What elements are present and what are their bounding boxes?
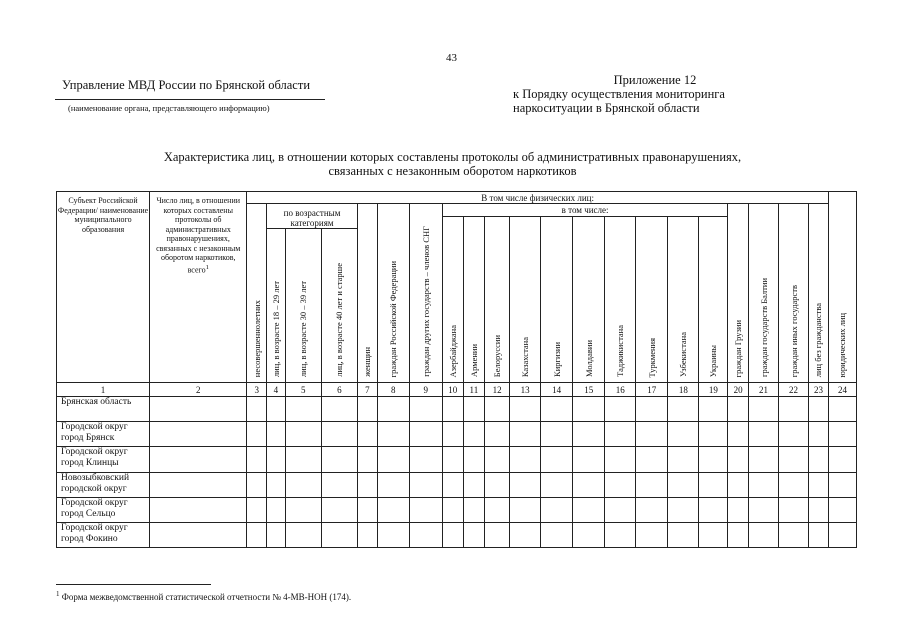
title-line-1: Характеристика лиц, в отношении которых составлены протоколы об административных правонарушениях, [163, 150, 742, 164]
value-cell [247, 422, 267, 447]
value-cell [150, 397, 247, 422]
header-c21-text: граждан государств Балтии [758, 278, 769, 378]
value-cell [442, 497, 463, 522]
header-c5 [285, 229, 321, 383]
value-cell [749, 497, 779, 522]
column-number: 18 [668, 383, 699, 397]
value-cell [728, 472, 749, 497]
value-cell [828, 422, 856, 447]
value-cell [409, 497, 442, 522]
value-cell [321, 497, 357, 522]
subject-cell: Городской округ город Сельцо [57, 497, 150, 522]
value-cell [510, 447, 541, 472]
column-number: 19 [699, 383, 728, 397]
value-cell [150, 447, 247, 472]
header-c22-text: граждан иных государств [788, 284, 799, 378]
value-cell [377, 472, 409, 497]
value-cell [247, 397, 267, 422]
value-cell [809, 447, 829, 472]
value-cell [828, 397, 856, 422]
value-cell [668, 522, 699, 547]
table-row [57, 522, 857, 547]
value-cell [668, 447, 699, 472]
value-cell [409, 447, 442, 472]
value-cell [485, 422, 510, 447]
value-cell [828, 522, 856, 547]
value-cell [377, 522, 409, 547]
value-cell [573, 422, 605, 447]
column-number: 11 [463, 383, 485, 397]
value-cell [267, 497, 286, 522]
organization-caption: (наименование органа, представляющего информацию) [68, 103, 270, 113]
value-cell [573, 497, 605, 522]
header-age-categories: по возрастным категориям [267, 204, 358, 229]
header-c20 [728, 204, 749, 383]
header-including: в том числе: [442, 204, 727, 217]
header-c16 [605, 217, 636, 383]
value-cell [442, 397, 463, 422]
value-cell [668, 422, 699, 447]
column-number: 12 [485, 383, 510, 397]
table-row [57, 472, 857, 497]
value-cell [779, 397, 809, 422]
column-number: 20 [728, 383, 749, 397]
value-cell [573, 397, 605, 422]
value-cell [573, 522, 605, 547]
subject-cell: Городской округ город Брянск [57, 422, 150, 447]
table-row [57, 397, 857, 422]
column-number: 16 [605, 383, 636, 397]
value-cell [442, 447, 463, 472]
value-cell [809, 522, 829, 547]
header-physical-persons: В том числе физических лиц: [247, 192, 829, 204]
value-cell [485, 397, 510, 422]
value-cell [636, 447, 668, 472]
header-c17 [636, 217, 668, 383]
value-cell [541, 472, 573, 497]
value-cell [699, 472, 728, 497]
value-cell [636, 422, 668, 447]
header-c24-text: юридических лиц [837, 312, 848, 378]
table-row [57, 422, 857, 447]
value-cell [749, 447, 779, 472]
column-number: 3 [247, 383, 267, 397]
header-c23-text: лиц без гражданства [813, 302, 824, 378]
value-cell [358, 422, 378, 447]
column-number: 8 [377, 383, 409, 397]
value-cell [779, 497, 809, 522]
subject-cell: Городской округ город Клинцы [57, 447, 150, 472]
value-cell [541, 422, 573, 447]
value-cell [358, 397, 378, 422]
header-subject: Субъект Российской Федерации/ наименование муниципального образования [57, 192, 150, 383]
value-cell [285, 497, 321, 522]
header-total-text: Число лиц, в отношении которых составлены протоколы об административных правонарушениях, связанных с незаконным оборотом наркотиков, всего [156, 196, 241, 275]
table-row [57, 447, 857, 472]
subject-cell: Городской округ город Фокино [57, 522, 150, 547]
appendix-line-2: к Порядку осуществления мониторинга [513, 87, 725, 101]
value-cell [267, 447, 286, 472]
value-cell [828, 472, 856, 497]
value-cell [605, 447, 636, 472]
value-cell [358, 472, 378, 497]
header-c5-text: лиц, в возрасте 30 – 39 лет [298, 281, 309, 378]
header-c21 [749, 204, 779, 383]
value-cell [485, 447, 510, 472]
value-cell [150, 472, 247, 497]
header-c13-text: Казахстана [520, 336, 531, 378]
header-c13 [510, 217, 541, 383]
header-c12-text: Белоруссии [492, 334, 503, 378]
value-cell [285, 397, 321, 422]
column-number: 6 [321, 383, 357, 397]
value-cell [358, 497, 378, 522]
value-cell [285, 472, 321, 497]
value-cell [728, 447, 749, 472]
header-c3-text: несовершеннолетних [251, 299, 262, 378]
column-number: 17 [636, 383, 668, 397]
value-cell [247, 472, 267, 497]
value-cell [541, 447, 573, 472]
header-c12 [485, 217, 510, 383]
header-c17-text: Туркмения [646, 337, 657, 378]
value-cell [828, 447, 856, 472]
header-c11-text: Армении [468, 344, 479, 378]
header-c4 [267, 229, 286, 383]
value-cell [442, 472, 463, 497]
value-cell [668, 497, 699, 522]
footnote [56, 590, 351, 602]
value-cell [573, 447, 605, 472]
value-cell [809, 497, 829, 522]
value-cell [510, 497, 541, 522]
value-cell [541, 497, 573, 522]
value-cell [247, 522, 267, 547]
value-cell [668, 397, 699, 422]
header-c22 [779, 204, 809, 383]
value-cell [321, 397, 357, 422]
value-cell [409, 472, 442, 497]
value-cell [150, 422, 247, 447]
value-cell [779, 472, 809, 497]
value-cell [150, 497, 247, 522]
header-c14 [541, 217, 573, 383]
header-c10-text: Азербайджана [447, 324, 458, 378]
appendix-line-1: Приложение 12 [613, 73, 697, 87]
header-c10 [442, 217, 463, 383]
table-row [57, 497, 857, 522]
value-cell [377, 422, 409, 447]
header-c6-text: лиц, в возрасте 40 лет и старше [334, 263, 345, 378]
value-cell [463, 522, 485, 547]
column-number: 2 [150, 383, 247, 397]
value-cell [285, 422, 321, 447]
value-cell [267, 472, 286, 497]
value-cell [377, 397, 409, 422]
header-total-footnote-mark: 1 [205, 263, 209, 271]
document-title [60, 150, 845, 178]
value-cell [636, 522, 668, 547]
column-number: 1 [57, 383, 150, 397]
value-cell [267, 397, 286, 422]
value-cell [377, 447, 409, 472]
value-cell [321, 522, 357, 547]
value-cell [409, 422, 442, 447]
organization-underline [55, 99, 325, 100]
value-cell [809, 422, 829, 447]
value-cell [358, 447, 378, 472]
value-cell [485, 522, 510, 547]
value-cell [321, 422, 357, 447]
value-cell [699, 397, 728, 422]
value-cell [267, 522, 286, 547]
value-cell [510, 422, 541, 447]
header-c24 [828, 192, 856, 383]
value-cell [636, 397, 668, 422]
value-cell [749, 397, 779, 422]
value-cell [636, 472, 668, 497]
value-cell [510, 397, 541, 422]
header-c9 [409, 204, 442, 383]
header-total [150, 192, 247, 383]
value-cell [699, 522, 728, 547]
column-number: 5 [285, 383, 321, 397]
header-c8 [377, 204, 409, 383]
value-cell [485, 472, 510, 497]
value-cell [485, 497, 510, 522]
value-cell [463, 497, 485, 522]
value-cell [285, 447, 321, 472]
value-cell [779, 522, 809, 547]
value-cell [605, 397, 636, 422]
value-cell [809, 397, 829, 422]
column-number: 10 [442, 383, 463, 397]
header-c7-text: женщин [362, 347, 373, 378]
column-numbers-row [57, 383, 857, 397]
header-c16-text: Таджикистана [615, 325, 626, 378]
value-cell [605, 522, 636, 547]
column-number: 13 [510, 383, 541, 397]
value-cell [463, 397, 485, 422]
column-number: 14 [541, 383, 573, 397]
value-cell [463, 472, 485, 497]
report-table [56, 191, 857, 548]
value-cell [409, 522, 442, 547]
organization-name: Управление МВД России по Брянской области [62, 78, 311, 92]
value-cell [636, 497, 668, 522]
header-c19-text: Украины [708, 344, 719, 378]
column-number: 4 [267, 383, 286, 397]
column-number: 7 [358, 383, 378, 397]
value-cell [728, 397, 749, 422]
value-cell [728, 497, 749, 522]
header-c18-text: Узбекистана [678, 332, 689, 378]
header-c20-text: граждан Грузии [733, 319, 744, 378]
header-c4-text: лиц, в возрасте 18 – 29 лет [270, 281, 281, 378]
value-cell [358, 522, 378, 547]
header-c6 [321, 229, 357, 383]
value-cell [828, 497, 856, 522]
value-cell [150, 522, 247, 547]
header-c19 [699, 217, 728, 383]
value-cell [699, 422, 728, 447]
value-cell [699, 497, 728, 522]
header-c15 [573, 217, 605, 383]
header-c7 [358, 204, 378, 383]
subject-cell: Новозыбковский городской округ [57, 472, 150, 497]
value-cell [541, 397, 573, 422]
value-cell [573, 472, 605, 497]
title-line-2: связанных с незаконным оборотом наркотиков [328, 164, 577, 178]
column-number: 21 [749, 383, 779, 397]
header-c11 [463, 217, 485, 383]
value-cell [463, 447, 485, 472]
value-cell [541, 522, 573, 547]
value-cell [779, 447, 809, 472]
value-cell [605, 422, 636, 447]
value-cell [699, 447, 728, 472]
value-cell [321, 447, 357, 472]
column-number: 24 [828, 383, 856, 397]
header-c9-text: граждан других государств – членов СНГ [420, 226, 431, 378]
value-cell [285, 522, 321, 547]
footnote-mark: 1 [56, 590, 60, 598]
column-number: 23 [809, 383, 829, 397]
value-cell [247, 497, 267, 522]
subject-cell: Брянская область [57, 397, 150, 422]
value-cell [668, 472, 699, 497]
column-number: 22 [779, 383, 809, 397]
value-cell [267, 422, 286, 447]
value-cell [463, 422, 485, 447]
value-cell [510, 472, 541, 497]
value-cell [247, 447, 267, 472]
header-c3 [247, 204, 267, 383]
value-cell [779, 422, 809, 447]
header-c18 [668, 217, 699, 383]
appendix-line-3: наркоситуации в Брянской области [513, 101, 700, 115]
header-c15-text: Молдавии [583, 340, 594, 378]
appendix-block [505, 73, 805, 115]
value-cell [749, 422, 779, 447]
footnote-separator [56, 584, 211, 585]
value-cell [728, 422, 749, 447]
value-cell [409, 397, 442, 422]
value-cell [605, 497, 636, 522]
value-cell [442, 522, 463, 547]
value-cell [809, 472, 829, 497]
value-cell [321, 472, 357, 497]
value-cell [749, 522, 779, 547]
table-body [57, 397, 857, 548]
column-number: 9 [409, 383, 442, 397]
value-cell [749, 472, 779, 497]
value-cell [377, 497, 409, 522]
column-number: 15 [573, 383, 605, 397]
value-cell [605, 472, 636, 497]
value-cell [728, 522, 749, 547]
page-number: 43 [446, 52, 457, 64]
value-cell [442, 422, 463, 447]
footnote-text: Форма межведомственной статистической отчетности № 4-МВ-НОН (174). [61, 592, 352, 602]
value-cell [510, 522, 541, 547]
header-c8-text: граждан Российской Федерации [388, 260, 399, 378]
header-c14-text: Киргизии [551, 342, 562, 378]
header-c23 [809, 204, 829, 383]
